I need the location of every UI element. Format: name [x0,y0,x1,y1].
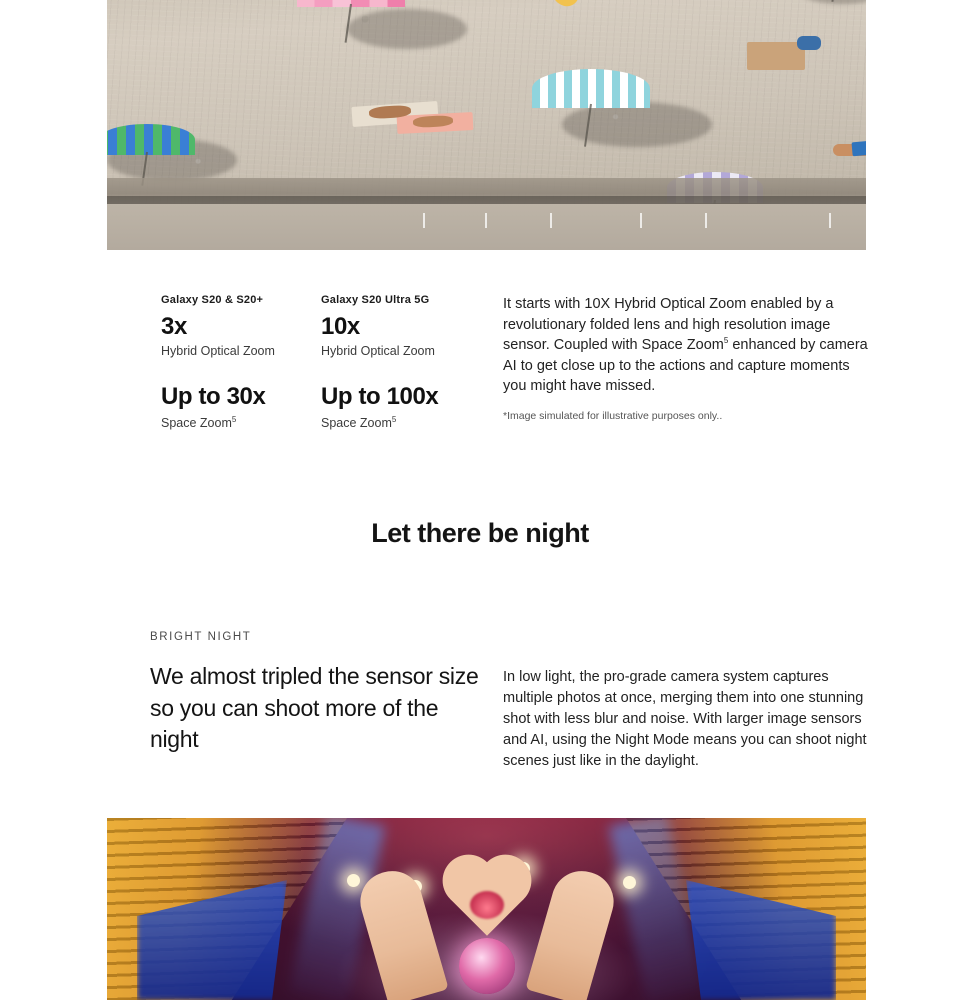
night-eyebrow-label: BRIGHT NIGHT [150,631,252,643]
beach-hero-image [107,0,866,250]
spec-secondary-label [161,415,311,430]
zoom-body-copy [503,294,875,397]
night-heading: We almost tripled the sensor size so you can shoot more of the night [150,663,479,753]
umbrella-teal [532,69,650,147]
marker-tick [640,213,642,228]
marker-tick [550,213,552,228]
marker-tick [485,213,487,228]
marker-tick [829,213,831,228]
night-section-title: Let there be night [371,518,589,548]
zoom-body-part1: It starts with 10X Hybrid Optical Zoom enabled by a revolutionary folded lens and high resolution image sensor. Coupled with Space Zoom [503,296,834,354]
spec-secondary-value: Up to 100x [321,383,439,411]
spec-column-s20-ultra [321,294,481,430]
night-body-copy: In low light, the pro-grade camera system captures multiple photos at once, merging them into one stunning shot with less blur and noise. With larger image sensors and AI, using the Night Mode means you can shoot night scenes just like in the daylight. [503,669,867,770]
hands-heart-gesture [352,865,622,1000]
spec-column-s20 [161,294,311,430]
marker-tick [423,213,425,228]
heart-glow [470,891,504,919]
marker-tick [705,213,707,228]
spec-secondary-label-text: Space Zoom [321,415,392,430]
concert-hero-image [107,818,866,1000]
spec-secondary-label-text: Space Zoom [161,415,232,430]
footnote-marker: 5 [231,414,237,424]
spec-primary-value: 10x [321,313,360,340]
umbrella-pink [297,0,405,42]
footnote-marker: 5 [723,336,729,346]
umbrella-multicolor [842,0,866,18]
left-arm [353,864,448,1000]
spec-primary-value: 3x [161,313,187,340]
spec-primary-label: Hybrid Optical Zoom [161,344,275,359]
spec-model-name: Galaxy S20 Ultra 5G [321,294,430,306]
zoom-body-part2: enhanced by camera AI to get close up to the actions and capture moments you might have missed. [503,337,868,395]
spec-model-name: Galaxy S20 & S20+ [161,294,264,306]
shoreline-strip [107,196,866,204]
umbrella-green [107,124,195,186]
right-arm [525,864,620,1000]
beach-mat [747,42,805,70]
beachgoer [797,36,821,50]
spec-secondary-value: Up to 30x [161,383,266,411]
spotlight [623,876,636,889]
spec-primary-label: Hybrid Optical Zoom [321,344,435,359]
zoom-disclaimer: *Image simulated for illustrative purposes only.. [503,410,723,422]
spec-secondary-label [321,415,481,430]
footnote-marker: 5 [391,414,397,424]
